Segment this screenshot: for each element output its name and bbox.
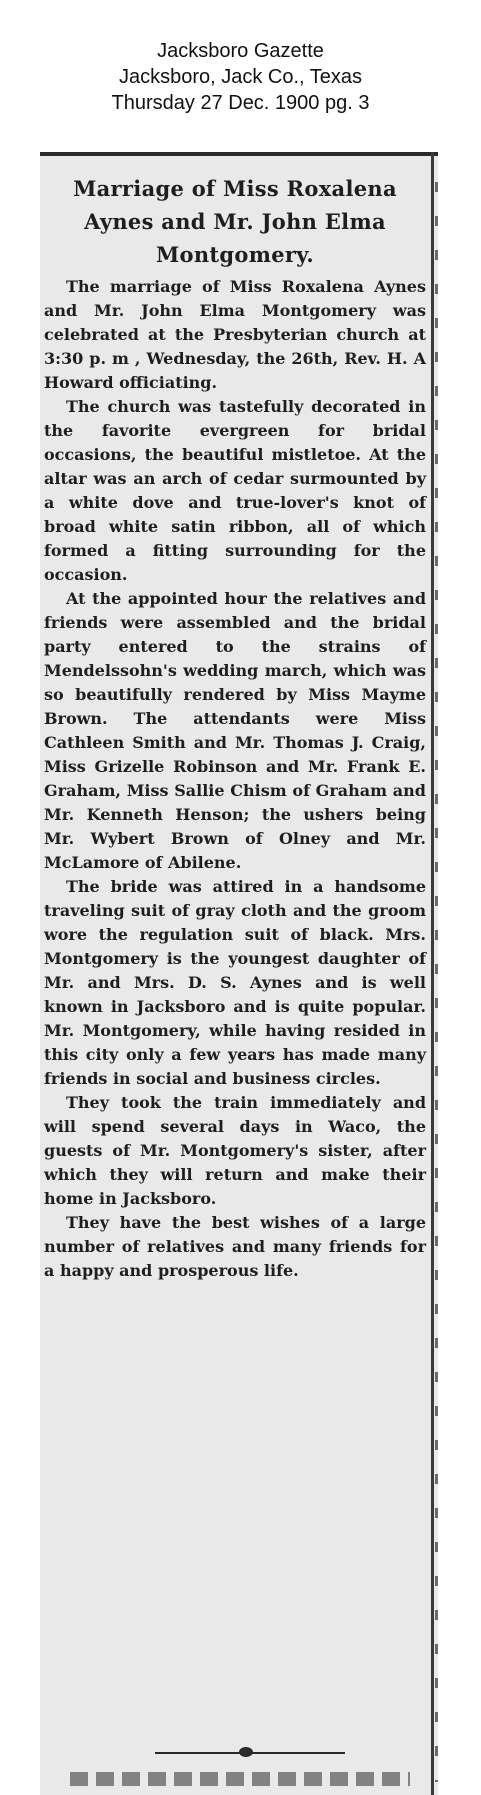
article-headline bbox=[44, 172, 426, 271]
adjacent-column-edge bbox=[435, 182, 438, 1782]
headline-line: Marriage of Miss Roxalena bbox=[73, 176, 397, 201]
article-paragraph: At the appointed hour the relatives and friends were assembled and the bridal party entered to the strains of Mendelssohn's wedding march, which was so beautifully rendered by Miss Mayme Brown. The attendants were Miss Cathleen Smith and Mr. Thomas J. Craig, Miss Grizelle Robinson and Mr. Frank E. Graham, Miss Sallie Chism of Graham and Mr. Kenneth Henson; the ushers being Mr. Wybert Brown of Olney and Mr. McLamore of Abilene. bbox=[44, 589, 426, 872]
headline-line: Aynes and Mr. John Elma bbox=[84, 209, 386, 234]
newspaper-clipping bbox=[40, 152, 438, 1795]
article-paragraph: They took the train immediately and will spend several days in Waco, the guests of Mr. Montgomery's sister, after which they will return and make their home in Jacksboro. bbox=[44, 1093, 426, 1208]
column-top-rule bbox=[40, 152, 438, 156]
article-paragraph: The bride was attired in a handsome traveling suit of gray cloth and the groom wore the regulation suit of black. Mrs. Montgomery is the youngest daughter of Mr. and Mrs. D. S. Aynes and is well known in Jacksboro and is quite popular. Mr. Montgomery, while having resided in this city only a few years has made many friends in social and business circles. bbox=[44, 877, 426, 1088]
article bbox=[44, 172, 426, 1283]
column-divider-rule bbox=[431, 152, 434, 1795]
article-paragraph: They have the best wishes of a large number of relatives and many friends for a happy and prosperous life. bbox=[44, 1213, 426, 1280]
article-paragraph: The church was tastefully decorated in the favorite evergreen for bridal occasions, the beautiful mistletoe. At the altar was an arch of cedar surmounted by a white dove and true-lover's knot of broad white satin ribbon, all of which formed a fitting surrounding for the occasion. bbox=[44, 397, 426, 584]
end-ornament bbox=[239, 1747, 253, 1757]
source-citation bbox=[0, 38, 481, 116]
next-article-fragment bbox=[70, 1772, 410, 1786]
article-paragraph: The marriage of Miss Roxalena Aynes and Mr. John Elma Montgomery was celebrated at the Presbyterian church at 3:30 p. m , Wednesday, the 26th, Rev. H. A Howard officiating. bbox=[44, 277, 426, 392]
publication-date: Thursday 27 Dec. 1900 pg. 3 bbox=[111, 92, 370, 114]
headline-line: Montgomery. bbox=[156, 242, 314, 267]
newspaper-name: Jacksboro Gazette bbox=[157, 40, 324, 62]
newspaper-location: Jacksboro, Jack Co., Texas bbox=[118, 66, 363, 88]
